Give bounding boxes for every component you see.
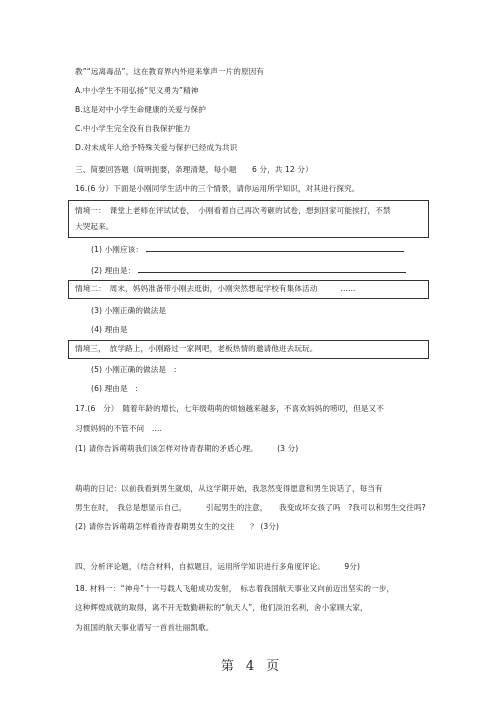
question-17-part-2: (2) 请你告诉萌萌怎样看待青春期男女生的交往 ？ (3分): [75, 522, 280, 531]
question-18-line-2: 这种辉煌成就的取得，离不开无数勤耕耘的“航天人”，他们淡泊名利，舍小家顾大家，: [75, 603, 368, 612]
question-18-line-3: 为祖国的航天事业谱写一首首壮丽凯歌。: [75, 623, 214, 632]
page-number-footer: [0, 655, 500, 674]
question-18-line-1: 18. 材料一：“神舟”十一号载人飞船成功发射， 标志着我国航天事业又向前迈出坚实的一步，: [75, 584, 395, 593]
option-b: B.这是对中小学生命健康的关爱与保护: [75, 105, 206, 114]
option-c: C.中小学生完全没有自我保护能力: [75, 124, 191, 133]
answer-line-2: [91, 265, 406, 276]
option-a: A.中小学生不用弘扬“见义勇为”精神: [75, 86, 199, 95]
scenario-one-line-1: 情境一： 课堂上老师在评试试卷， 小刚看着自己再次考砸的试卷，想到回家可能挨打，不禁: [75, 206, 391, 215]
answer-line-5: (5) 小刚正确的做法是 :: [91, 365, 177, 374]
option-d: D.对未成年人给予特殊关爱与保护已经成为共识: [75, 143, 238, 152]
page-suffix: 页: [266, 659, 280, 674]
question-16-stem: 16.(6 分）下面是小刚同学生活中的三个情景，请你运用所学知识，对其进行探究。: [75, 184, 360, 193]
question-stem-continued: 教”“远离毒品”，这在教育界内外迎来掌声一片的原因有: [75, 67, 265, 76]
answer-blank-1[interactable]: [146, 244, 404, 252]
scenario-two-text: 情境二： 周末，妈妈准备带小刚去逛街，小刚突然想起学校有集体活动 ......: [75, 284, 356, 293]
answer-blank-2[interactable]: [138, 265, 406, 273]
page-number: 4: [245, 659, 255, 674]
question-17-stem-1: 17.(6 分） 随着年龄的增长，七年级萌萌的烦恼越来越多，不喜欢妈妈的唠叨，但是又不: [75, 404, 384, 413]
scenario-three-text: 情境三， 放学路上，小刚路过一家网吧，老板热情的邀请他进去玩玩。: [75, 344, 318, 353]
answer-label-1: (1) 小刚应该：: [91, 245, 144, 254]
section-three-heading: 三、简要回答题（简明扼要，条理清楚，每小题 6 分，共 12 分）: [75, 165, 313, 174]
page-prefix: 第: [220, 659, 234, 674]
scenario-one-line-2: 大哭起来。: [75, 222, 114, 231]
answer-line-4: (4) 理由是: [91, 325, 128, 334]
diary-line-1: 萌萌的日记：以前我看到男生就烦，从这学期开始，我忽然变得愿意和男生说话了，每当有: [75, 484, 383, 493]
answer-line-6: (6) 理由是 :: [91, 384, 139, 393]
diary-line-2: 男生在时， 我总是想显示自己， 引起男生的注意， 我变成坏女孩了吗 ?我可以和男生交往吗?: [75, 503, 426, 512]
answer-line-1: [91, 244, 404, 255]
answer-line-3: (3) 小刚正确的做法是: [91, 306, 167, 315]
question-17-part-1: (1) 请你告诉萌萌我们该怎样对待青春期的矛盾心理。 (3 分): [75, 444, 299, 453]
answer-label-2: (2) 理由是：: [91, 266, 136, 275]
question-17-stem-2: 习惯妈妈的不管不问 ....: [75, 424, 162, 433]
section-four-heading: 四、分析评论题，（结合材料，自拟题目，运用所学知识进行多角度评论。 9分): [75, 562, 361, 571]
